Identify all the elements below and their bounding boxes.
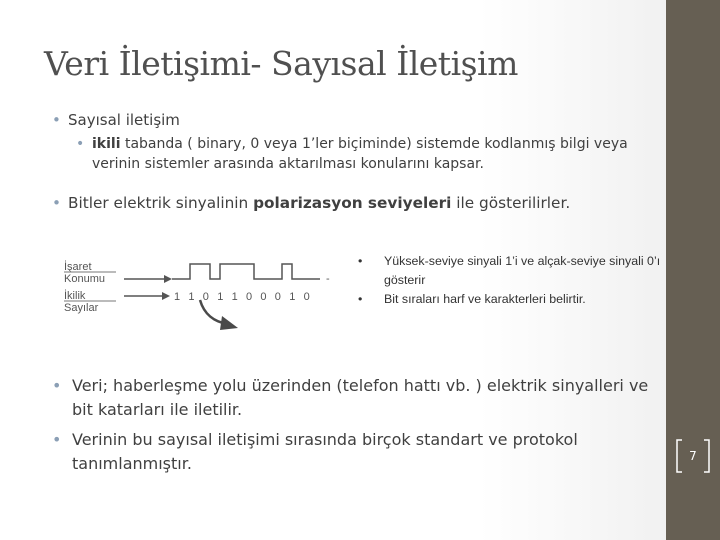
bold-term-polarizasyon: polarizasyon seviyeleri <box>253 194 452 212</box>
signal-dash: - <box>326 273 330 285</box>
bullet-dot: • <box>76 136 85 152</box>
bit-digit: 1 <box>188 291 195 303</box>
label-konumu: Konumu <box>64 273 105 285</box>
bit-digit: 0 <box>274 291 281 303</box>
bullet-dot: • <box>52 194 62 212</box>
bit-digit: 1 <box>217 291 224 303</box>
sub-bullet-text <box>76 134 656 174</box>
label-sayilar: Sayılar <box>64 302 99 314</box>
bit-digit: 0 <box>202 291 209 303</box>
sub-bullet-ikili <box>76 134 656 174</box>
bit-digit: 1 <box>231 291 238 303</box>
explanation-text: Bit sıraları harf ve karakterleri belirtir. <box>384 292 586 306</box>
label-isaret: İşaret <box>64 261 92 273</box>
explanation-item <box>356 252 666 290</box>
bullet-standart-protokol <box>52 428 652 476</box>
sub-bullet-rest: tabanda ( binary, 0 veya 1’ler biçiminde) sistemde kodlanmış bilgi veya verinin sistemler arasında aktarılması konularını kapsar. <box>92 136 628 172</box>
bullet-dot: • <box>52 430 62 449</box>
bit-digit: 0 <box>246 291 253 303</box>
signal-explanation-list <box>356 252 666 309</box>
bullet-veri-haberlesme <box>52 374 652 422</box>
bit-digit: 0 <box>303 291 310 303</box>
slide-title: Veri İletişimi- Sayısal İletişim <box>44 44 518 83</box>
digital-signal-diagram <box>62 252 352 338</box>
bullet-sayisal-iletisim <box>52 110 180 130</box>
bullet-text: Verinin bu sayısal iletişimi sırasında birçok standart ve protokol tanımlanmıştır. <box>72 430 578 473</box>
bullet-text: Sayısal iletişim <box>68 111 180 129</box>
bullet-text-end: ile gösterilirler. <box>451 194 571 212</box>
label-ikilik: İkilik <box>64 290 86 302</box>
bold-term-ikili: ikili <box>92 136 121 152</box>
bit-digit: 1 <box>289 291 296 303</box>
bullet-text: Veri; haberleşme yolu üzerinden (telefon hattı vb. ) elektrik sinyalleri ve bit katarları ile iletilir. <box>72 376 649 419</box>
bit-digit: 1 <box>174 291 181 303</box>
page-number: 7 <box>689 449 697 463</box>
bullet-text <box>52 194 570 212</box>
bullet-dot: • <box>52 111 61 129</box>
bit-digit: 0 <box>260 291 267 303</box>
bullet-dot: • <box>358 254 363 268</box>
bullet-dot: • <box>52 376 62 395</box>
explanation-item <box>356 290 666 309</box>
explanation-text: Yüksek-seviye sinyali 1’i ve alçak-seviye sinyali 0’ı gösterir <box>384 254 661 287</box>
bullet-bitler <box>52 193 570 213</box>
bullet-text-start: Bitler elektrik sinyalinin <box>68 194 254 212</box>
bullet-dot: • <box>358 292 363 306</box>
